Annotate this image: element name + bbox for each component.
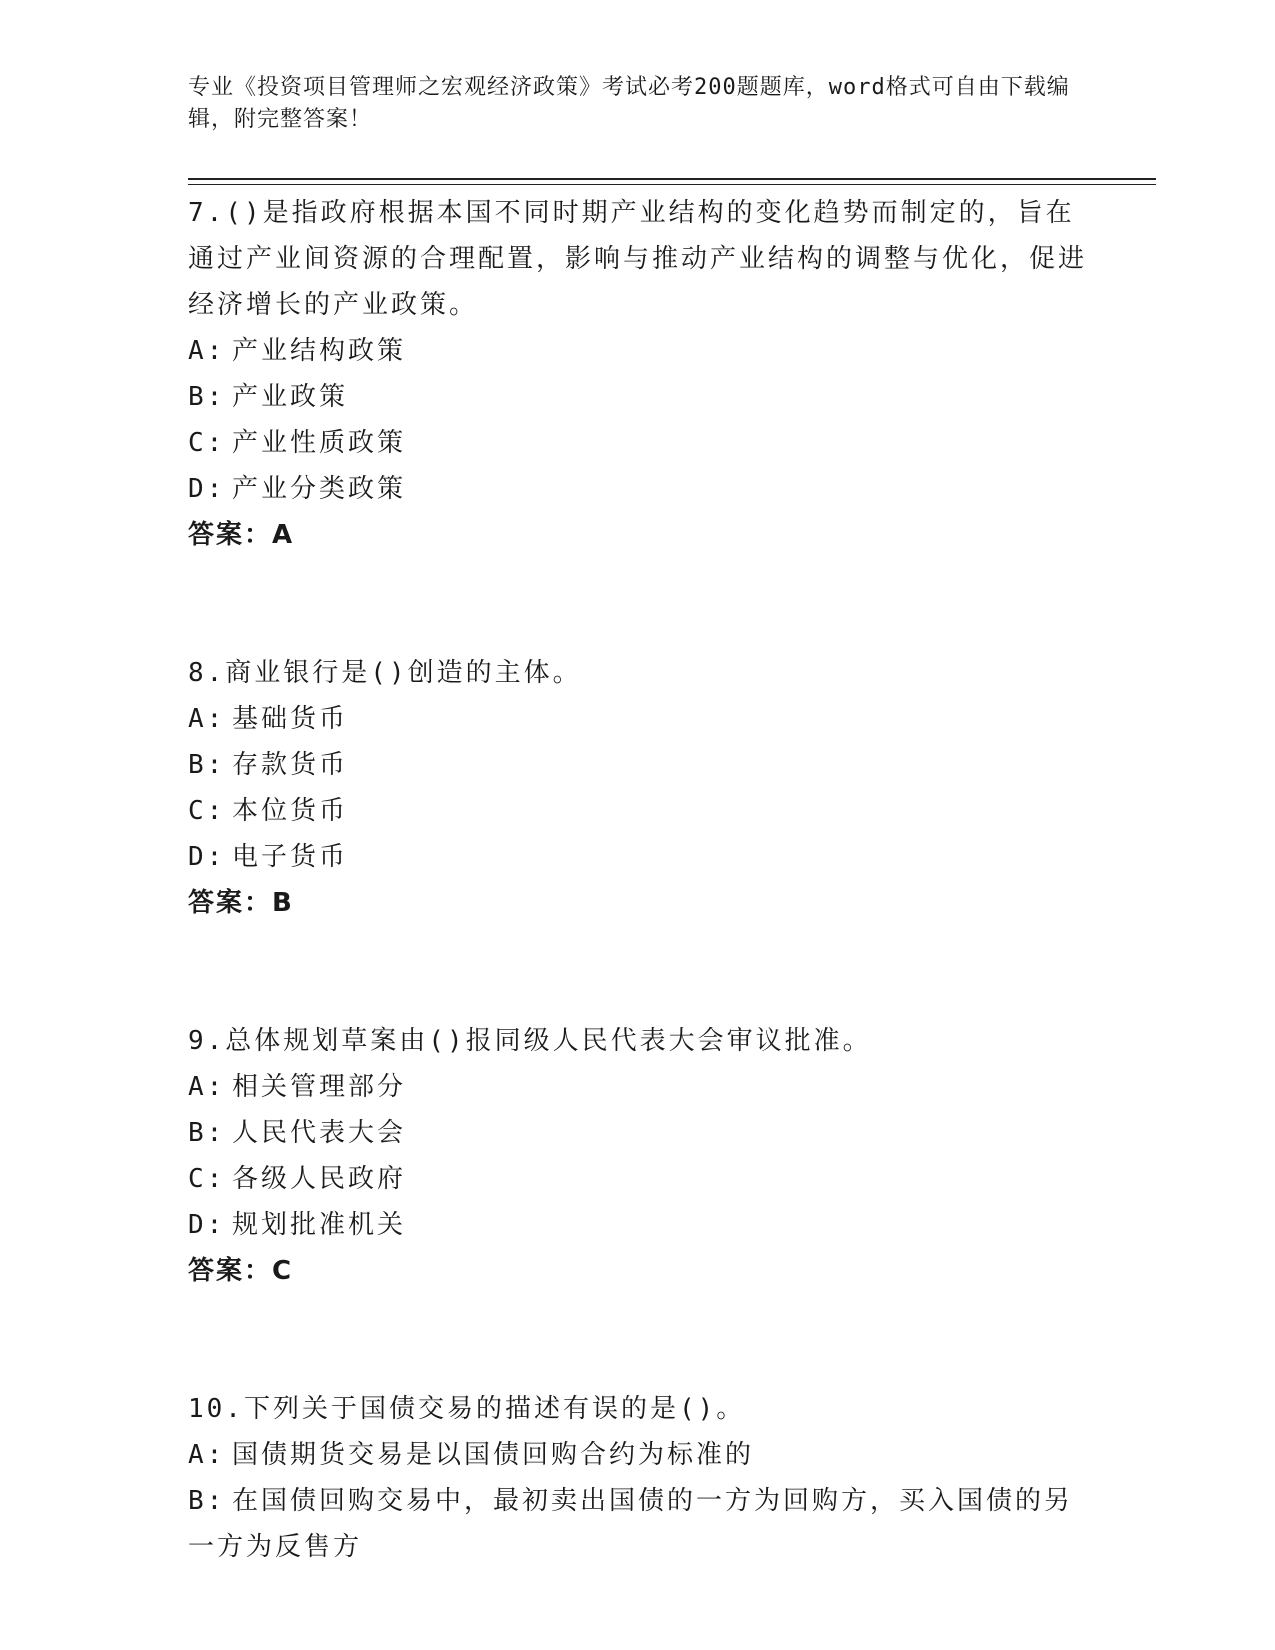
option-a <box>188 1432 1088 1478</box>
question-stem: 10.下列关于国债交易的描述有误的是()。 <box>188 1394 746 1424</box>
document-header: 专业《投资项目管理师之宏观经济政策》考试必考200题题库，word格式可自由下载编辑，附完整答案！ <box>188 75 1070 132</box>
question-list <box>188 190 1088 1570</box>
option-letter: A: <box>188 1440 226 1470</box>
option-c <box>188 788 1088 834</box>
question-stem: 7.()是指政府根据本国不同时期产业结构的变化趋势而制定的，旨在通过产业间资源的合理配置，影响与推动产业结构的调整与优化，促进经济增长的产业政策。 <box>188 198 1088 320</box>
option-text: 各级人民政府 <box>232 1164 407 1194</box>
option-text: 人民代表大会 <box>232 1118 407 1148</box>
option-c <box>188 420 1088 466</box>
option-letter: C: <box>188 1164 226 1194</box>
option-text: 相关管理部分 <box>232 1072 407 1102</box>
answer-line: 答案：B <box>188 888 294 918</box>
option-letter: D: <box>188 1210 226 1240</box>
option-letter: B: <box>188 750 226 780</box>
question-stem: 8.商业银行是()创造的主体。 <box>188 658 582 688</box>
option-b <box>188 1478 1088 1570</box>
answer-line: 答案：C <box>188 1256 294 1286</box>
option-letter: C: <box>188 428 226 458</box>
option-d <box>188 466 1088 512</box>
option-text: 电子货币 <box>232 842 349 872</box>
option-letter: D: <box>188 474 226 504</box>
option-text: 产业性质政策 <box>232 428 407 458</box>
header-rule-thick <box>188 178 1156 180</box>
option-letter: A: <box>188 1072 226 1102</box>
option-letter: D: <box>188 842 226 872</box>
question-7 <box>188 190 1088 558</box>
option-b <box>188 374 1088 420</box>
option-text: 国债期货交易是以国债回购合约为标准的 <box>232 1440 755 1470</box>
option-letter: B: <box>188 1118 226 1148</box>
question-8 <box>188 650 1088 926</box>
option-c <box>188 1156 1088 1202</box>
option-a <box>188 1064 1088 1110</box>
question-9 <box>188 1018 1088 1294</box>
option-letter: C: <box>188 796 226 826</box>
option-text: 产业政策 <box>232 382 349 412</box>
header-rule-thin <box>188 184 1156 185</box>
option-b <box>188 1110 1088 1156</box>
option-text: 在国债回购交易中，最初卖出国债的一方为回购方，买入国债的另一方为反售方 <box>188 1486 1074 1562</box>
option-d <box>188 1202 1088 1248</box>
option-text: 产业结构政策 <box>232 336 407 366</box>
option-letter: B: <box>188 382 226 412</box>
option-text: 存款货币 <box>232 750 349 780</box>
option-letter: A: <box>188 704 226 734</box>
option-text: 本位货币 <box>232 796 349 826</box>
answer-line: 答案：A <box>188 520 295 550</box>
option-d <box>188 834 1088 880</box>
option-text: 基础货币 <box>232 704 349 734</box>
option-a <box>188 328 1088 374</box>
option-text: 规划批准机关 <box>232 1210 407 1240</box>
option-a <box>188 696 1088 742</box>
option-letter: B: <box>188 1486 226 1516</box>
option-letter: A: <box>188 336 226 366</box>
question-10 <box>188 1386 1088 1570</box>
option-b <box>188 742 1088 788</box>
option-text: 产业分类政策 <box>232 474 407 504</box>
question-stem: 9.总体规划草案由()报同级人民代表大会审议批准。 <box>188 1026 872 1056</box>
